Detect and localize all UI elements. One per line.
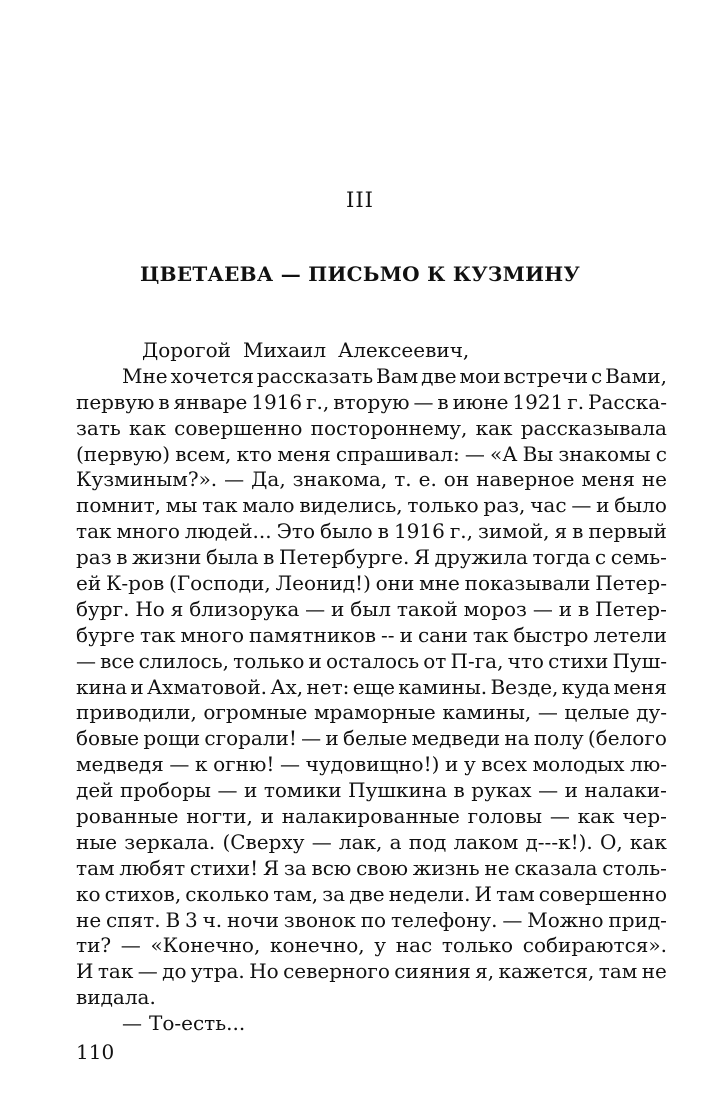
word: — (502, 907, 523, 932)
text-line (76, 752, 667, 778)
word: что (507, 648, 544, 673)
word: и (260, 804, 274, 829)
word: до (162, 959, 187, 984)
text-line (76, 364, 667, 390)
word: жизнь (412, 855, 480, 880)
word: в (377, 519, 389, 544)
word: д---к!). (525, 829, 593, 854)
word: мои (459, 363, 501, 388)
word: я, (475, 959, 495, 984)
word: так (139, 622, 176, 647)
word: лаком (453, 829, 519, 854)
word: Но (249, 959, 279, 984)
word: кажется, (498, 959, 595, 984)
word: там (496, 881, 535, 906)
word: целые (564, 700, 630, 725)
word: раз (76, 545, 112, 570)
word: тогда (532, 545, 591, 570)
page-number: 110 (76, 1040, 115, 1064)
word: белые (343, 726, 408, 751)
word: и (399, 622, 413, 647)
word: так (97, 959, 134, 984)
word: — (413, 389, 434, 414)
word: — (549, 804, 570, 829)
word: телефону. (390, 907, 498, 932)
word: такой (396, 596, 458, 621)
word: прид- (608, 907, 667, 932)
word: ночи (227, 907, 279, 932)
word: все (100, 648, 135, 673)
word: как (129, 415, 166, 440)
word: сколько (185, 881, 270, 906)
word: — (122, 1011, 142, 1036)
word: всю (311, 855, 352, 880)
word: бурге (76, 622, 135, 647)
text-line (76, 545, 667, 571)
word: (белого (587, 726, 667, 751)
word: только (407, 493, 479, 518)
word: с (590, 363, 603, 388)
word: под (408, 829, 447, 854)
word: Кузминым?». (76, 467, 218, 492)
word: сказала (514, 855, 598, 880)
word: — (538, 778, 559, 803)
word: Петербурге. (279, 545, 410, 570)
text-line (76, 623, 667, 649)
word: в (437, 389, 449, 414)
word: так (472, 622, 509, 647)
word: мы (165, 493, 198, 518)
word: спят. (106, 907, 161, 932)
word: так (202, 493, 238, 518)
word: — (76, 648, 96, 673)
text-line (76, 778, 667, 804)
word: людей... (184, 519, 272, 544)
word: не (641, 467, 667, 492)
word: январе (173, 389, 248, 414)
word: приводили, (76, 700, 197, 725)
word: встречи (503, 363, 589, 388)
word: в (577, 596, 590, 621)
word: П-га, (450, 648, 504, 673)
word: камины, (442, 700, 532, 725)
word: всем, (175, 441, 232, 466)
word: июне (452, 389, 509, 414)
word: сгорали! (204, 726, 297, 751)
text-line (76, 700, 667, 726)
word: собираются». (522, 933, 667, 958)
text-line (76, 830, 667, 856)
word: — (217, 778, 238, 803)
word: г., (449, 519, 474, 544)
word: к (194, 752, 208, 777)
word: зать (76, 415, 121, 440)
word: час (530, 493, 567, 518)
word: Михаил (243, 338, 327, 362)
word: раз, (483, 493, 526, 518)
word: и (130, 674, 144, 699)
word: стихи (548, 648, 609, 673)
word: был (350, 596, 391, 621)
word: г., (306, 389, 330, 414)
word: рованные (76, 804, 179, 829)
word: дружила (434, 545, 528, 570)
word: с (655, 441, 667, 466)
word: в (116, 545, 128, 570)
word: за (283, 855, 307, 880)
text-line (76, 985, 667, 1011)
word: куда (561, 674, 611, 699)
word: Алексеевич, (338, 338, 470, 362)
word: рассказывала (520, 415, 667, 440)
text-line (76, 933, 667, 959)
word: еще (352, 674, 395, 699)
word: Петер- (595, 571, 667, 596)
word: много (116, 519, 180, 544)
word: Мне (122, 363, 168, 388)
word: головы (467, 804, 543, 829)
word: Вы (522, 441, 554, 466)
word: быстро (513, 622, 589, 647)
word: Можно (527, 907, 604, 932)
word: жизни (132, 545, 202, 570)
word: полу (533, 726, 584, 751)
word: нас (395, 933, 433, 958)
word: было (614, 493, 667, 518)
word: ду- (636, 700, 667, 725)
word: вторую (333, 389, 410, 414)
word: ей (76, 571, 102, 596)
word: Но (135, 596, 165, 621)
word: проборы (119, 778, 211, 803)
text-line (76, 1011, 667, 1037)
word: семь- (610, 545, 667, 570)
word: как (629, 829, 667, 854)
text-line (76, 390, 667, 416)
word: -- (381, 622, 395, 647)
word: с (594, 545, 607, 570)
word: (Господи, (169, 571, 271, 596)
word: (первую) (76, 441, 171, 466)
word: у (464, 752, 476, 777)
word: столь- (602, 855, 667, 880)
word: слилось, (138, 648, 230, 673)
word: от (423, 648, 447, 673)
word: г. (567, 389, 585, 414)
text-line (76, 675, 667, 701)
word: было (319, 519, 373, 544)
word: конечно, (269, 933, 365, 958)
word: камины. (398, 674, 488, 699)
word: хочется (170, 363, 254, 388)
word: стихи! (189, 855, 259, 880)
word: свою (356, 855, 409, 880)
word: много (180, 622, 244, 647)
word: И (474, 881, 492, 906)
text-line (76, 726, 667, 752)
word: как (577, 804, 615, 829)
word: мало (242, 493, 295, 518)
word: памятников (249, 622, 376, 647)
word: чер- (622, 804, 667, 829)
text-line (76, 908, 667, 934)
text-line (76, 649, 667, 675)
word: кто (236, 441, 273, 466)
word: только (233, 648, 305, 673)
text-line (76, 519, 667, 545)
word: нет: (306, 674, 350, 699)
word: рассказать (256, 363, 374, 388)
word: Пушкина (348, 778, 448, 803)
word: огромные (203, 700, 308, 725)
word: и (308, 648, 322, 673)
word: огню! (213, 752, 275, 777)
word: сани (417, 622, 468, 647)
chapter-number: III (346, 188, 374, 212)
word: Это (276, 519, 315, 544)
word: и (331, 596, 345, 621)
word: только (441, 933, 514, 958)
text-line (76, 882, 667, 908)
text-line (76, 571, 667, 597)
word: постороннему, (310, 415, 468, 440)
word: е. (418, 467, 437, 492)
word: по (360, 907, 387, 932)
word: помнит, (76, 493, 162, 518)
word: Дорогой (142, 338, 231, 362)
word: — (280, 752, 301, 777)
word: И (76, 959, 94, 984)
word: первую (76, 389, 155, 414)
word: ч. (202, 907, 223, 932)
letter-body (76, 338, 667, 1037)
word: не (641, 959, 667, 984)
word: — (301, 726, 322, 751)
word: Расска- (588, 389, 667, 414)
word: чудовищно!) (305, 752, 440, 777)
word: — (137, 959, 158, 984)
word: О, (599, 829, 623, 854)
word: я (554, 519, 568, 544)
word: любят (119, 855, 186, 880)
word: звонок (283, 907, 356, 932)
word: ногти, (186, 804, 253, 829)
word: — (305, 596, 326, 621)
word: Ахматовой. (147, 674, 268, 699)
word: Везде, (490, 674, 559, 699)
word: и (243, 778, 258, 803)
word: Я (413, 545, 431, 570)
word: меня (613, 674, 667, 699)
word: на (504, 726, 530, 751)
word: за (322, 881, 346, 906)
word: Ах, (270, 674, 304, 699)
word: мороз (463, 596, 527, 621)
word: лю- (630, 752, 667, 777)
word: близорука (189, 596, 300, 621)
word: (Сверху (222, 829, 305, 854)
word: там (76, 855, 115, 880)
word: томики (263, 778, 342, 803)
text-line (76, 493, 667, 519)
word: т. (394, 467, 412, 492)
word: Да, (251, 467, 286, 492)
word: недели. (388, 881, 471, 906)
word: ти? (76, 933, 112, 958)
word: руках (471, 778, 532, 803)
word: Я (262, 855, 280, 880)
word: кина (76, 674, 128, 699)
word: он (443, 467, 470, 492)
word: там, (273, 881, 319, 906)
word: — (311, 829, 332, 854)
word: «А (490, 441, 518, 466)
word: Вами, (605, 363, 667, 388)
word: лак, (338, 829, 383, 854)
word: не (76, 907, 102, 932)
word: ные (76, 829, 118, 854)
word: — (464, 441, 485, 466)
word: 1916 (251, 389, 303, 414)
word: там (598, 959, 638, 984)
word: как (475, 415, 513, 440)
word: совершенно (538, 881, 667, 906)
word: Вам (376, 363, 419, 388)
word: сияния (394, 959, 471, 984)
word: Леонид!) (275, 571, 371, 596)
word: 1916 (393, 519, 445, 544)
word: совершенно (174, 415, 303, 440)
word: утра. (190, 959, 245, 984)
word: медведи (411, 726, 501, 751)
word: спрашивал: (335, 441, 460, 466)
word: у (374, 933, 387, 958)
word: — (537, 700, 558, 725)
word: была (205, 545, 259, 570)
text-line (76, 467, 667, 493)
word: — (120, 933, 141, 958)
text-line (76, 416, 667, 442)
text-line (76, 804, 667, 830)
word: Пуш- (612, 648, 667, 673)
word: ко (76, 881, 101, 906)
letter-salutation (76, 338, 667, 364)
word: виделись, (299, 493, 403, 518)
word: в (453, 778, 465, 803)
word: осталось (326, 648, 420, 673)
word: и (325, 726, 339, 751)
word: дей (76, 778, 114, 803)
word: налакированные (281, 804, 460, 829)
text-line (76, 442, 667, 468)
word: мне (419, 571, 460, 596)
word: я (170, 596, 184, 621)
word: наверное (476, 467, 575, 492)
word: молодых (532, 752, 625, 777)
word: 3 (184, 907, 198, 932)
word: и (558, 596, 573, 621)
word: зеркала. (124, 829, 216, 854)
word: первый (588, 519, 667, 544)
word: меня (581, 467, 635, 492)
word: а (389, 829, 402, 854)
word: — (571, 493, 592, 518)
text-line (76, 959, 667, 985)
word: стихов, (104, 881, 182, 906)
word: 1921 (512, 389, 564, 414)
word: две (421, 363, 457, 388)
word: северного (283, 959, 390, 984)
word: бовые (76, 726, 140, 751)
word: и (596, 493, 610, 518)
word: в (263, 545, 275, 570)
word: всех (481, 752, 527, 777)
word: знакома, (292, 467, 388, 492)
word: и (445, 752, 459, 777)
word: К-ров (105, 571, 165, 596)
word: две (349, 881, 385, 906)
word: Петер- (595, 596, 667, 621)
word: В (165, 907, 181, 932)
word: так (76, 519, 112, 544)
word: в (572, 519, 584, 544)
text-line (76, 856, 667, 882)
word: показывали (464, 571, 591, 596)
word: — (532, 596, 553, 621)
word: рощи (143, 726, 201, 751)
word: — (169, 752, 190, 777)
word: знакомы (558, 441, 651, 466)
word: То-есть... (149, 1011, 246, 1036)
word: и (564, 778, 578, 803)
word: бург. (76, 596, 130, 621)
word: летели (593, 622, 667, 647)
chapter-title: ЦВЕТАЕВА — ПИСЬМО К КУЗМИНУ (139, 262, 580, 286)
word: не (484, 855, 510, 880)
word: «Конечно, (150, 933, 261, 958)
word: мраморные (313, 700, 436, 725)
word: зимой, (478, 519, 550, 544)
text-line (76, 597, 667, 623)
word: — (224, 467, 245, 492)
word: меня (277, 441, 331, 466)
word: налаки- (584, 778, 667, 803)
word: они (375, 571, 415, 596)
word: видала. (76, 985, 156, 1010)
word: в (158, 389, 170, 414)
word: медведя (76, 752, 164, 777)
